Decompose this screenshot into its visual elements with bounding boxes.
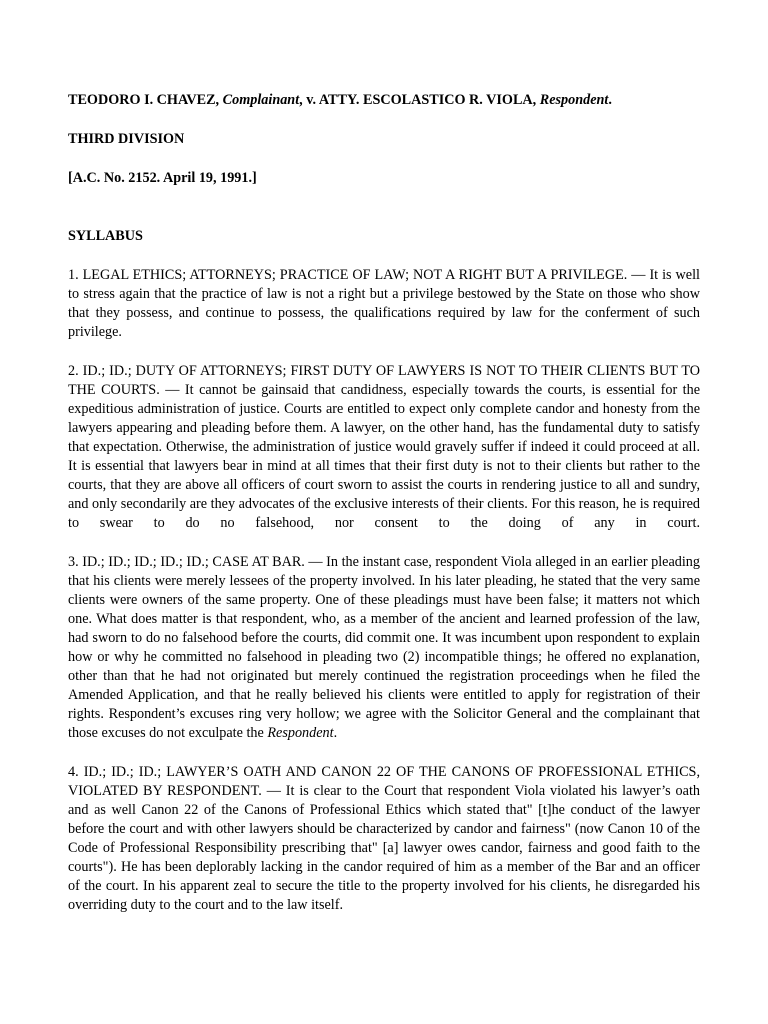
syllabus-paragraph-4 (68, 763, 700, 915)
paragraph-body: It is clear to the Court that respondent Viola violated his lawyer’s oath and as well Canon 22 of the Canons of Professional Ethics which stated that" [t]he conduct of the lawyer before the court and with other lawyers should be characterized by candor and fairness" (now Canon 10 of the Code of Professional Responsibility prescribing that" [a] lawyer owes candor, fairness and good faith to the courts"). He has been deplorably lacking in the candor required of him as a member of the Bar and an officer of the court. In his apparent zeal to secure the title to the property involved for his clients, he disregarded his overriding duty to the court and to the law itself. (68, 783, 700, 913)
paragraph-body: It cannot be gainsaid that candidness, especially towards the courts, is essential for the expeditious administration of justice. Courts are entitled to expect only complete candor and honesty from the lawyers appearing and pleading before them. A lawyer, on the other hand, has the fundamental duty to satisfy that expectation. Otherwise, the administration of justice would gravely suffer if indeed it could proceed at all. It is essential that lawyers bear in mind at all times that their first duty is not to their clients but rather to the courts, that they are above all officers of court sworn to assist the courts in rendering justice to all and sundry, and only secondarily are they advocates of the exclusive interests of their clients. For this reason, he is required to swear to do no falsehood, nor consent to the doing of any in court. (68, 382, 701, 531)
paragraph-tail-end: . (333, 725, 338, 741)
syllabus-paragraph-3 (68, 553, 700, 743)
paragraph-tail-italic: Respondent (267, 725, 334, 741)
paragraph-head: 2. ID.; ID.; DUTY OF ATTORNEYS; FIRST DUTY OF LAWYERS IS NOT TO THEIR CLIENTS BUT TO THE COURTS. — (68, 363, 700, 398)
case-number: [A.C. No. 2152. April 19, 1991.] (68, 170, 257, 186)
document-page (68, 91, 700, 935)
syllabus-paragraph-2 (68, 362, 700, 533)
case-versus: , v. ATTY. ESCOLASTICO R. VIOLA, (299, 92, 537, 108)
paragraph-head: 3. ID.; ID.; ID.; ID.; ID.; CASE AT BAR. — (68, 554, 323, 570)
case-caption (68, 91, 700, 110)
division-heading: THIRD DIVISION (68, 131, 185, 147)
paragraph-body: It is well to stress again that the practice of law is not a right but a privilege bestowed by the State on those who show that they possess, and continue to possess, the qualifications required by law for the conferment of such privilege. (68, 267, 700, 340)
paragraph-head: 1. LEGAL ETHICS; ATTORNEYS; PRACTICE OF LAW; NOT A RIGHT BUT A PRIVILEGE. — (68, 267, 646, 283)
paragraph-body: In the instant case, respondent Viola alleged in an earlier pleading that his clients were merely lessees of the property involved. In his later pleading, he stated that the very same clients were owners of the same property. One of these pleadings must have been false; it matters not which one. What does matter is that respondent, who, as a member of the ancient and learned profession of the law, had sworn to do no falsehood before the courts, did commit one. It was incumbent upon respondent to explain how or why he committed no falsehood in pleading two (2) incompatible things; he offered no explanation, other than that he had not originated but merely continued the registration proceedings when he filed the Amended Application, and that he really believed his clients were entitled to apply for registration of their rights. Respondent’s excuses ring very hollow; we agree with the Solicitor General and the complainant that those excuses do not exculpate the (68, 554, 700, 741)
complainant-name: TEODORO I. CHAVEZ, (68, 92, 220, 108)
respondent-role: Respondent (539, 92, 609, 108)
syllabus-paragraph-1 (68, 266, 700, 342)
caption-end: . (608, 92, 612, 108)
paragraph-head: 4. ID.; ID.; ID.; LAWYER’S OATH AND CANON 22 OF THE CANONS OF PROFESSIONAL ETHICS, VIOLATED BY RESPONDENT. — (68, 764, 700, 799)
complainant-role: Complainant (222, 92, 300, 108)
syllabus-heading: SYLLABUS (68, 228, 143, 244)
